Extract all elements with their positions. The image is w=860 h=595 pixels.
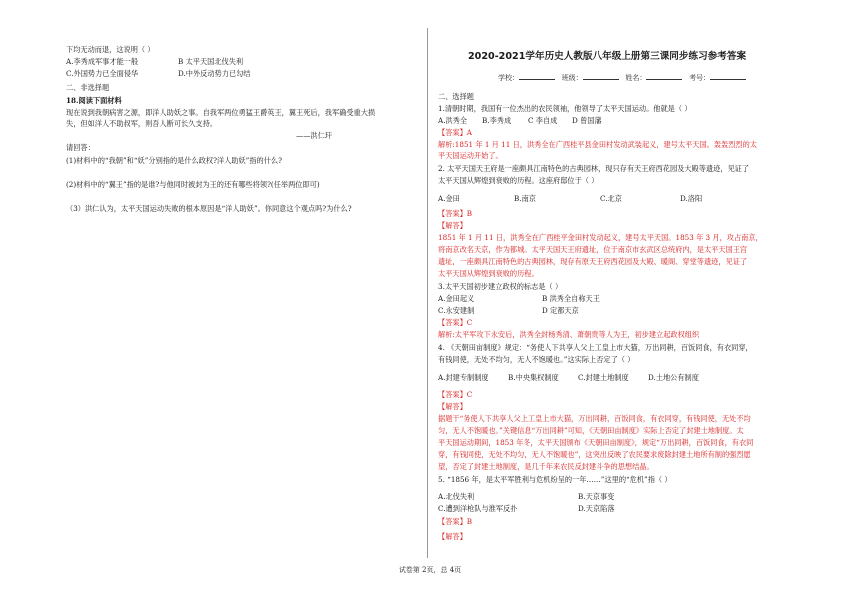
explanation: 平天国运动期间，1853 年冬，太平天国颁布《天朝田亩制度》，规定“万出同耕，百饭同食，有衣同 bbox=[438, 438, 754, 447]
material-source: ——洪仁玕 bbox=[296, 131, 332, 140]
answer-label: 【答案】C bbox=[438, 318, 473, 327]
answer-label: 【答案】B bbox=[438, 517, 473, 526]
explanation: 解析:太平军攻下永安后，洪秀全封杨秀清、萧朝贵等人为王，初步建立起政权组织 bbox=[438, 330, 700, 339]
explanation: 望，否定了封建土地制度，是几千年来农民反封建斗争的思想结晶。 bbox=[438, 462, 654, 471]
answer-label: 【答案】C bbox=[438, 390, 473, 399]
solution-label: 【解答】 bbox=[438, 402, 467, 411]
answer-label: 【答案】B bbox=[438, 209, 473, 218]
question-2: 2. 太平天国天王府是一座颇具江南特色的古典园林，现只存有天王府西花园及大殿等遗迹，见证了 bbox=[438, 164, 750, 173]
question-4: 4. 《天朝田亩制度》规定：“务使人下共享人父上工皇上市大猫，万出同耕，百饭同食，有衣同穿， bbox=[438, 343, 753, 352]
prompt-text: 请回答： bbox=[66, 143, 95, 152]
exam-no-blank bbox=[710, 73, 746, 80]
option-b: B.南京 bbox=[514, 194, 536, 203]
explanation: 太平天国从辉煌到衰败的历程。 bbox=[438, 269, 539, 278]
answer-title: 2020-2021学年历史人教版八年级上册第三课同步练习参考答案 bbox=[468, 51, 747, 62]
explanation: 遗址，一座颇具江南特色的古典园林，现存有原天王府西花园及大殿、暖阁、穿堂等遗迹，见证了 bbox=[438, 257, 748, 266]
option-a: A.李秀成军事才能一般 bbox=[66, 57, 139, 66]
option-b: B.李秀成 bbox=[482, 116, 512, 125]
answer-label: 【答案】A bbox=[438, 128, 472, 137]
option-c: C 李自成 bbox=[528, 116, 558, 125]
section-heading: 二、选择题 bbox=[438, 92, 474, 101]
option-b: B 洪秀全自称天王 bbox=[542, 294, 600, 303]
solution-label: 【解答】 bbox=[438, 221, 467, 230]
student-info bbox=[498, 73, 746, 83]
option-a: A.金田起义 bbox=[438, 294, 475, 303]
name-label: 姓名： bbox=[625, 74, 647, 82]
material-text: 现在说到我朝病害之源，即洋人助妖之事。自我军两位勇猛王爵英王，翼王死后，我军确受重大损 bbox=[66, 108, 376, 117]
explanation: 将南京改名天京，作为都城。太平天国天王府遗址，位于南京市玄武区总统府内，是太平天国王宫 bbox=[438, 245, 748, 254]
sub-question-2: (2)材料中的“翼王”指的是谁?与他同时被封为王的还有哪些将领?(任举两位即可) bbox=[66, 180, 320, 189]
option-c: C.北京 bbox=[600, 194, 622, 203]
option-a: A.洪秀全 bbox=[438, 116, 468, 125]
class-label: 班级： bbox=[561, 74, 583, 82]
exam-no-label: 考号： bbox=[689, 74, 711, 82]
question-tail: 下均无动而退，这说明（ ） bbox=[66, 45, 155, 54]
option-d: D 定都天京 bbox=[542, 306, 579, 315]
explanation: 穿，有钱同使，无处不均匀，无人不饱暖也”，这突出反映了农民要求废除封建土地所有制的强烈愿 bbox=[438, 450, 751, 459]
question-5: 5. “1856 年，是太平军胜利与危机纷呈的一年……”这里的“危机”指（ ） bbox=[438, 475, 672, 484]
option-c: C.遭到洋枪队与淮军反扑 bbox=[438, 504, 518, 513]
question-2-cont: 太平天国从辉煌到衰败的历程。这座府邸位于（ ） bbox=[438, 176, 599, 185]
explanation: 解析:1851 年 1 月 11 日，洪秀全在广西桂平县金田村发动武装起义，建号太平天国。轰轰烈烈的太 bbox=[438, 140, 757, 149]
explanation: 匀，无人不饱暖也。”关键信息“万出同耕”可知，《天朝田亩制度》实际上否定了封建土地制度。太 bbox=[438, 426, 744, 435]
class-blank bbox=[583, 73, 619, 80]
left-column bbox=[66, 0, 422, 595]
material-text: 失，但如洋人不助叔军，则吾人断可长久支持。 bbox=[66, 119, 217, 128]
option-d: D.中外反动势力已勾结 bbox=[178, 69, 251, 78]
explanation: 据题干“务使人下共享人父上工皇上市大猫，万出同耕，百饭同食，有衣同穿，有钱同使，无处不均 bbox=[438, 414, 751, 423]
option-c: C.永安建制 bbox=[438, 306, 475, 315]
option-b: B.中央集权制度 bbox=[508, 373, 559, 382]
option-d: D 曾国藩 bbox=[572, 116, 602, 125]
option-c: C.封建土地制度 bbox=[578, 373, 629, 382]
option-a: A.金田 bbox=[438, 194, 460, 203]
option-b: B.天京事变 bbox=[578, 492, 615, 501]
sub-question-1: (1)材料中的“我朝”和“妖”分别指的是什么政权?洋人助妖”指的什么? bbox=[66, 156, 282, 165]
option-a: A.封建专制制度 bbox=[438, 373, 489, 382]
school-blank bbox=[519, 73, 555, 80]
option-d: D.洛阳 bbox=[680, 194, 703, 203]
right-column bbox=[438, 0, 810, 595]
school-label: 学校： bbox=[498, 74, 519, 82]
option-b: B 太平天国北伐失利 bbox=[178, 57, 244, 66]
page-footer: 试卷第 2页，总 4页 bbox=[398, 566, 462, 574]
solution-label: 【解答】 bbox=[438, 532, 467, 541]
explanation: 平天国运动开始了。 bbox=[438, 151, 503, 160]
explanation: 1851 年 1 月 11 日，洪秀全在广西桂平金田村发动起义，建号太平天国。1853 年 3 月，攻占南京， bbox=[438, 233, 763, 242]
option-d: D.天京陷落 bbox=[578, 504, 615, 513]
option-d: D.土地公有制度 bbox=[648, 373, 699, 382]
option-a: A.北伐失利 bbox=[438, 492, 475, 501]
option-c: C.外国势力已全面侵华 bbox=[66, 69, 139, 78]
column-divider bbox=[427, 28, 428, 558]
question-1: 1.清朝时期，我国有一位杰出的农民领袖，他领导了太平天国运动。他就是（ ） bbox=[438, 104, 692, 113]
question-4-cont: 有钱同使，无处不均匀，无人不饱暖也。”这实际上否定了（ ） bbox=[438, 355, 635, 364]
sub-question-3: （3）洪仁认为，太平天国运动失败的根本原因是“洋人助妖”。你同意这个观点吗?为什么? bbox=[66, 204, 352, 213]
question-3: 3.太平天国初步建立政权的标志是（ ） bbox=[438, 282, 563, 291]
name-blank bbox=[646, 73, 682, 80]
section-heading: 二、非选择题 bbox=[66, 83, 110, 92]
question-18-title: 18.阅读下面材料 bbox=[66, 96, 122, 105]
